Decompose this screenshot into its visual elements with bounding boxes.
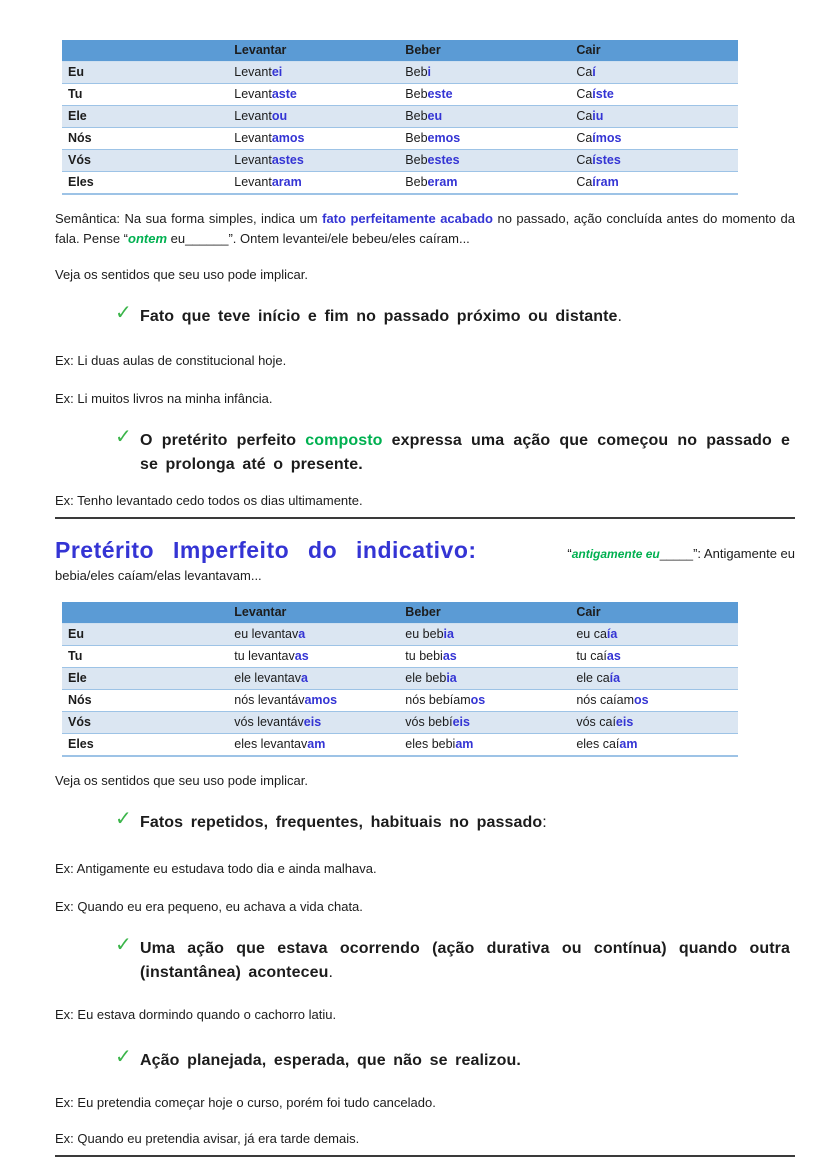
column-header: Cair (570, 40, 738, 62)
bullet-heading-text (140, 305, 622, 329)
conjugation-cell (228, 624, 399, 646)
veja-sentidos-text-2: Veja os sentidos que seu uso pode implicar. (55, 773, 308, 788)
verb-ending: ei (271, 65, 283, 79)
example-sentence: Ex: Antigamente eu estudava todo dia e ainda malhava. (55, 861, 377, 876)
table-row (62, 712, 738, 734)
verb-ending: eis (452, 715, 470, 729)
text-segment: ”: Antigamente eu (693, 546, 795, 561)
table-row (62, 84, 738, 106)
verb-ending: aram (271, 175, 302, 189)
verb-stem: Levant (234, 109, 272, 123)
verb-stem: Beb (405, 87, 428, 101)
conjugation-cell (228, 734, 399, 757)
text-segment: . (617, 308, 623, 325)
text-segment: . (328, 964, 334, 981)
text-segment: composto (305, 432, 383, 449)
conjugation-cell (399, 172, 570, 195)
example-sentence-with-divider: Ex: Quando eu pretendia avisar, já era tarde demais. (55, 1129, 795, 1157)
verb-ending: iu (592, 109, 604, 123)
verb-stem: eles bebi (405, 737, 456, 751)
conjugation-cell (570, 712, 738, 734)
verb-stem: Levant (234, 131, 272, 145)
text-segment: Fatos repetidos, frequentes, habituais no passado (140, 814, 543, 831)
verb-stem: eles caí (576, 737, 620, 751)
bullet-acao-durativa (115, 934, 790, 985)
verb-stem: Levant (234, 175, 272, 189)
pronoun-cell: Eles (68, 737, 94, 751)
conjugation-cell (570, 172, 738, 195)
checkmark-icon: ✓ (115, 808, 132, 830)
pronoun-cell: Tu (68, 87, 83, 101)
bullet-heading-text (140, 811, 547, 835)
bullet-fatos-repetidos (115, 808, 790, 835)
conjugation-cell (399, 734, 570, 757)
verb-stem: Ca (576, 109, 593, 123)
bullet-heading-text (140, 1049, 521, 1073)
conjugation-cell (570, 668, 738, 690)
verb-stem: nós bebíam (405, 693, 471, 707)
table-row (62, 668, 738, 690)
bullet-fato-inicio-fim (115, 302, 790, 329)
text-segment: Ação planejada, esperada, que não se realizou. (140, 1052, 521, 1069)
verb-ending: am (455, 737, 474, 751)
conjugation-cell (570, 84, 738, 106)
text-segment: Uma ação que estava ocorrendo (ação durativa ou contínua) quando outra (instantânea) aconteceu (140, 940, 790, 981)
text-segment: ontem (128, 231, 167, 246)
verb-ending: os (470, 693, 486, 707)
bullet-heading-text (140, 937, 790, 985)
conjugation-cell (570, 734, 738, 757)
table-row (62, 128, 738, 150)
section-subtitle (567, 546, 795, 561)
verb-ending: íram (592, 175, 619, 189)
verb-ending: amos (304, 693, 338, 707)
conjugation-cell (399, 128, 570, 150)
verb-stem: Beb (405, 109, 428, 123)
verb-ending: eu (427, 109, 443, 123)
verb-stem: ele ca (576, 671, 610, 685)
pronoun-cell: Eu (68, 65, 84, 79)
verb-ending: ía (606, 627, 618, 641)
text-segment: O pretérito perfeito (140, 432, 306, 449)
text-segment: Fato que teve início e fim no passado próximo ou distante (140, 308, 618, 325)
verb-stem: Levant (234, 65, 272, 79)
verb-ending: as (294, 649, 309, 663)
verb-ending: as (442, 649, 457, 663)
conjugation-cell (399, 712, 570, 734)
table-body (62, 62, 738, 195)
verb-stem: eu levantav (234, 627, 299, 641)
verb-ending: amos (271, 131, 305, 145)
column-header: Levantar (228, 40, 399, 62)
verb-ending: emos (427, 131, 461, 145)
pronoun-cell: Ele (68, 671, 87, 685)
conjugation-cell (228, 150, 399, 172)
checkmark-icon: ✓ (115, 302, 132, 324)
verb-stem: Beb (405, 153, 428, 167)
verb-ending: eis (615, 715, 634, 729)
verb-ending: a (301, 671, 308, 685)
conjugation-cell (228, 712, 399, 734)
perfeito-conjugation-table (62, 40, 738, 195)
column-header: Cair (570, 602, 738, 624)
pronoun-cell: Tu (68, 649, 83, 663)
table-row (62, 106, 738, 128)
verb-stem: eu ca (576, 627, 607, 641)
column-header (62, 40, 228, 62)
column-header (62, 602, 228, 624)
verb-stem: Ca (576, 153, 593, 167)
conjugation-cell (399, 624, 570, 646)
pronoun-cell: Nós (68, 693, 92, 707)
conjugation-cell (570, 624, 738, 646)
example-sentence-with-divider: Ex: Tenho levantado cedo todos os dias ultimamente. (55, 491, 795, 519)
verb-stem: eu beb (405, 627, 444, 641)
verb-stem: Ca (576, 175, 593, 189)
conjugation-cell (570, 128, 738, 150)
verb-ending: ou (271, 109, 288, 123)
conjugation-cell (399, 646, 570, 668)
table-row (62, 646, 738, 668)
verb-stem: vós levantáv (234, 715, 304, 729)
table-row (62, 150, 738, 172)
checkmark-icon: ✓ (115, 1046, 132, 1068)
table-header-row (62, 602, 738, 624)
verb-stem: Levant (234, 153, 272, 167)
section-subtitle-line2: bebia/eles caíam/elas levantavam... (55, 568, 262, 583)
conjugation-cell (228, 172, 399, 195)
table-header (62, 40, 738, 62)
verb-ending: os (633, 693, 649, 707)
table-row (62, 734, 738, 757)
text-segment: antigamente eu (571, 547, 660, 561)
conjugation-cell (399, 106, 570, 128)
verb-stem: Beb (405, 175, 428, 189)
table-row (62, 172, 738, 195)
checkmark-icon: ✓ (115, 934, 132, 956)
verb-ending: a (298, 627, 306, 641)
verb-stem: nós caíam (576, 693, 634, 707)
verb-ending: íste (592, 87, 614, 101)
verb-stem: vós bebí (405, 715, 453, 729)
text-segment: expressa uma ação que começou no passado e se prolonga até o presente. (140, 432, 791, 473)
column-header: Levantar (228, 602, 399, 624)
verb-ending: ístes (592, 153, 621, 167)
verb-stem: tu caí (576, 649, 607, 663)
verb-stem: Levant (234, 87, 272, 101)
verb-ending: i (427, 65, 432, 79)
verb-ending: eis (303, 715, 322, 729)
verb-stem: ele levantav (234, 671, 301, 685)
verb-ending: este (427, 87, 453, 101)
conjugation-cell (399, 62, 570, 84)
verb-stem: Ca (576, 87, 593, 101)
verb-stem: Beb (405, 65, 428, 79)
conjugation-cell (399, 150, 570, 172)
conjugation-cell (399, 668, 570, 690)
text-segment: “ (567, 546, 572, 561)
conjugation-cell (399, 84, 570, 106)
verb-stem: ele beb (405, 671, 447, 685)
verb-stem: vós caí (576, 715, 616, 729)
pronoun-cell: Eles (68, 175, 94, 189)
example-sentence: Ex: Eu estava dormindo quando o cachorro latiu. (55, 1007, 337, 1022)
verb-ending: astes (271, 153, 304, 167)
bullet-acao-planejada (115, 1046, 790, 1073)
pronoun-cell: Vós (68, 153, 91, 167)
semantica-paragraph (55, 209, 795, 249)
text-segment: Semântica: Na sua forma simples, indica um (55, 211, 323, 226)
verb-ending: am (307, 737, 326, 751)
verb-ending: ia (446, 671, 457, 685)
table-body (62, 624, 738, 757)
verb-stem: tu levantav (234, 649, 295, 663)
conjugation-cell (570, 646, 738, 668)
column-header: Beber (399, 40, 570, 62)
conjugation-cell (228, 62, 399, 84)
pronoun-cell: Vós (68, 715, 91, 729)
verb-ending: ímos (592, 131, 622, 145)
imperfeito-conjugation-table (62, 602, 738, 757)
table-header-row (62, 40, 738, 62)
verb-stem: eles levantav (234, 737, 308, 751)
imperfeito-section-heading (55, 537, 795, 564)
verb-stem: Beb (405, 131, 428, 145)
text-segment: eu______”. Ontem levantei/ele bebeu/eles caíram... (167, 231, 470, 246)
conjugation-cell (399, 690, 570, 712)
example-sentence: Ex: Li muitos livros na minha infância. (55, 391, 273, 406)
section-title: Pretérito Imperfeito do indicativo: (55, 537, 477, 563)
verb-ending: estes (427, 153, 460, 167)
bullet-perfeito-composto (115, 426, 791, 477)
conjugation-cell (228, 106, 399, 128)
conjugation-cell (570, 106, 738, 128)
verb-ending: as (606, 649, 621, 663)
verb-ending: aste (271, 87, 297, 101)
column-header: Beber (399, 602, 570, 624)
conjugation-cell (570, 150, 738, 172)
example-sentence: Ex: Eu pretendia começar hoje o curso, porém foi tudo cancelado. (55, 1095, 436, 1110)
table-header (62, 602, 738, 624)
table-row (62, 62, 738, 84)
veja-sentidos-text-1: Veja os sentidos que seu uso pode implicar. (55, 267, 308, 282)
checkmark-icon: ✓ (115, 426, 132, 448)
conjugation-cell (228, 690, 399, 712)
conjugation-cell (228, 128, 399, 150)
verb-stem: nós levantáv (234, 693, 305, 707)
verb-stem: Ca (576, 131, 593, 145)
conjugation-cell (570, 62, 738, 84)
pronoun-cell: Ele (68, 109, 87, 123)
text-segment: _____ (659, 547, 694, 561)
verb-stem: Ca (576, 65, 593, 79)
verb-ending: ía (609, 671, 621, 685)
conjugation-cell (228, 668, 399, 690)
text-segment: fato perfeitamente acabado (322, 211, 493, 226)
verb-stem: tu bebi (405, 649, 443, 663)
verb-ending: am (619, 737, 638, 751)
conjugation-cell (228, 84, 399, 106)
verb-ending: eram (427, 175, 458, 189)
verb-ending: í (592, 65, 596, 79)
text-segment: no passado, ação concluída antes do momento da fala. Pense “ (55, 211, 795, 246)
pronoun-cell: Nós (68, 131, 92, 145)
bullet-heading-text (140, 429, 790, 477)
table-row (62, 624, 738, 646)
conjugation-cell (228, 646, 399, 668)
example-sentence: Ex: Quando eu era pequeno, eu achava a vida chata. (55, 899, 363, 914)
verb-ending: ia (443, 627, 454, 641)
pronoun-cell: Eu (68, 627, 84, 641)
example-sentence: Ex: Li duas aulas de constitucional hoje. (55, 353, 287, 368)
conjugation-cell (570, 690, 738, 712)
table-row (62, 690, 738, 712)
text-segment: : (542, 814, 547, 831)
